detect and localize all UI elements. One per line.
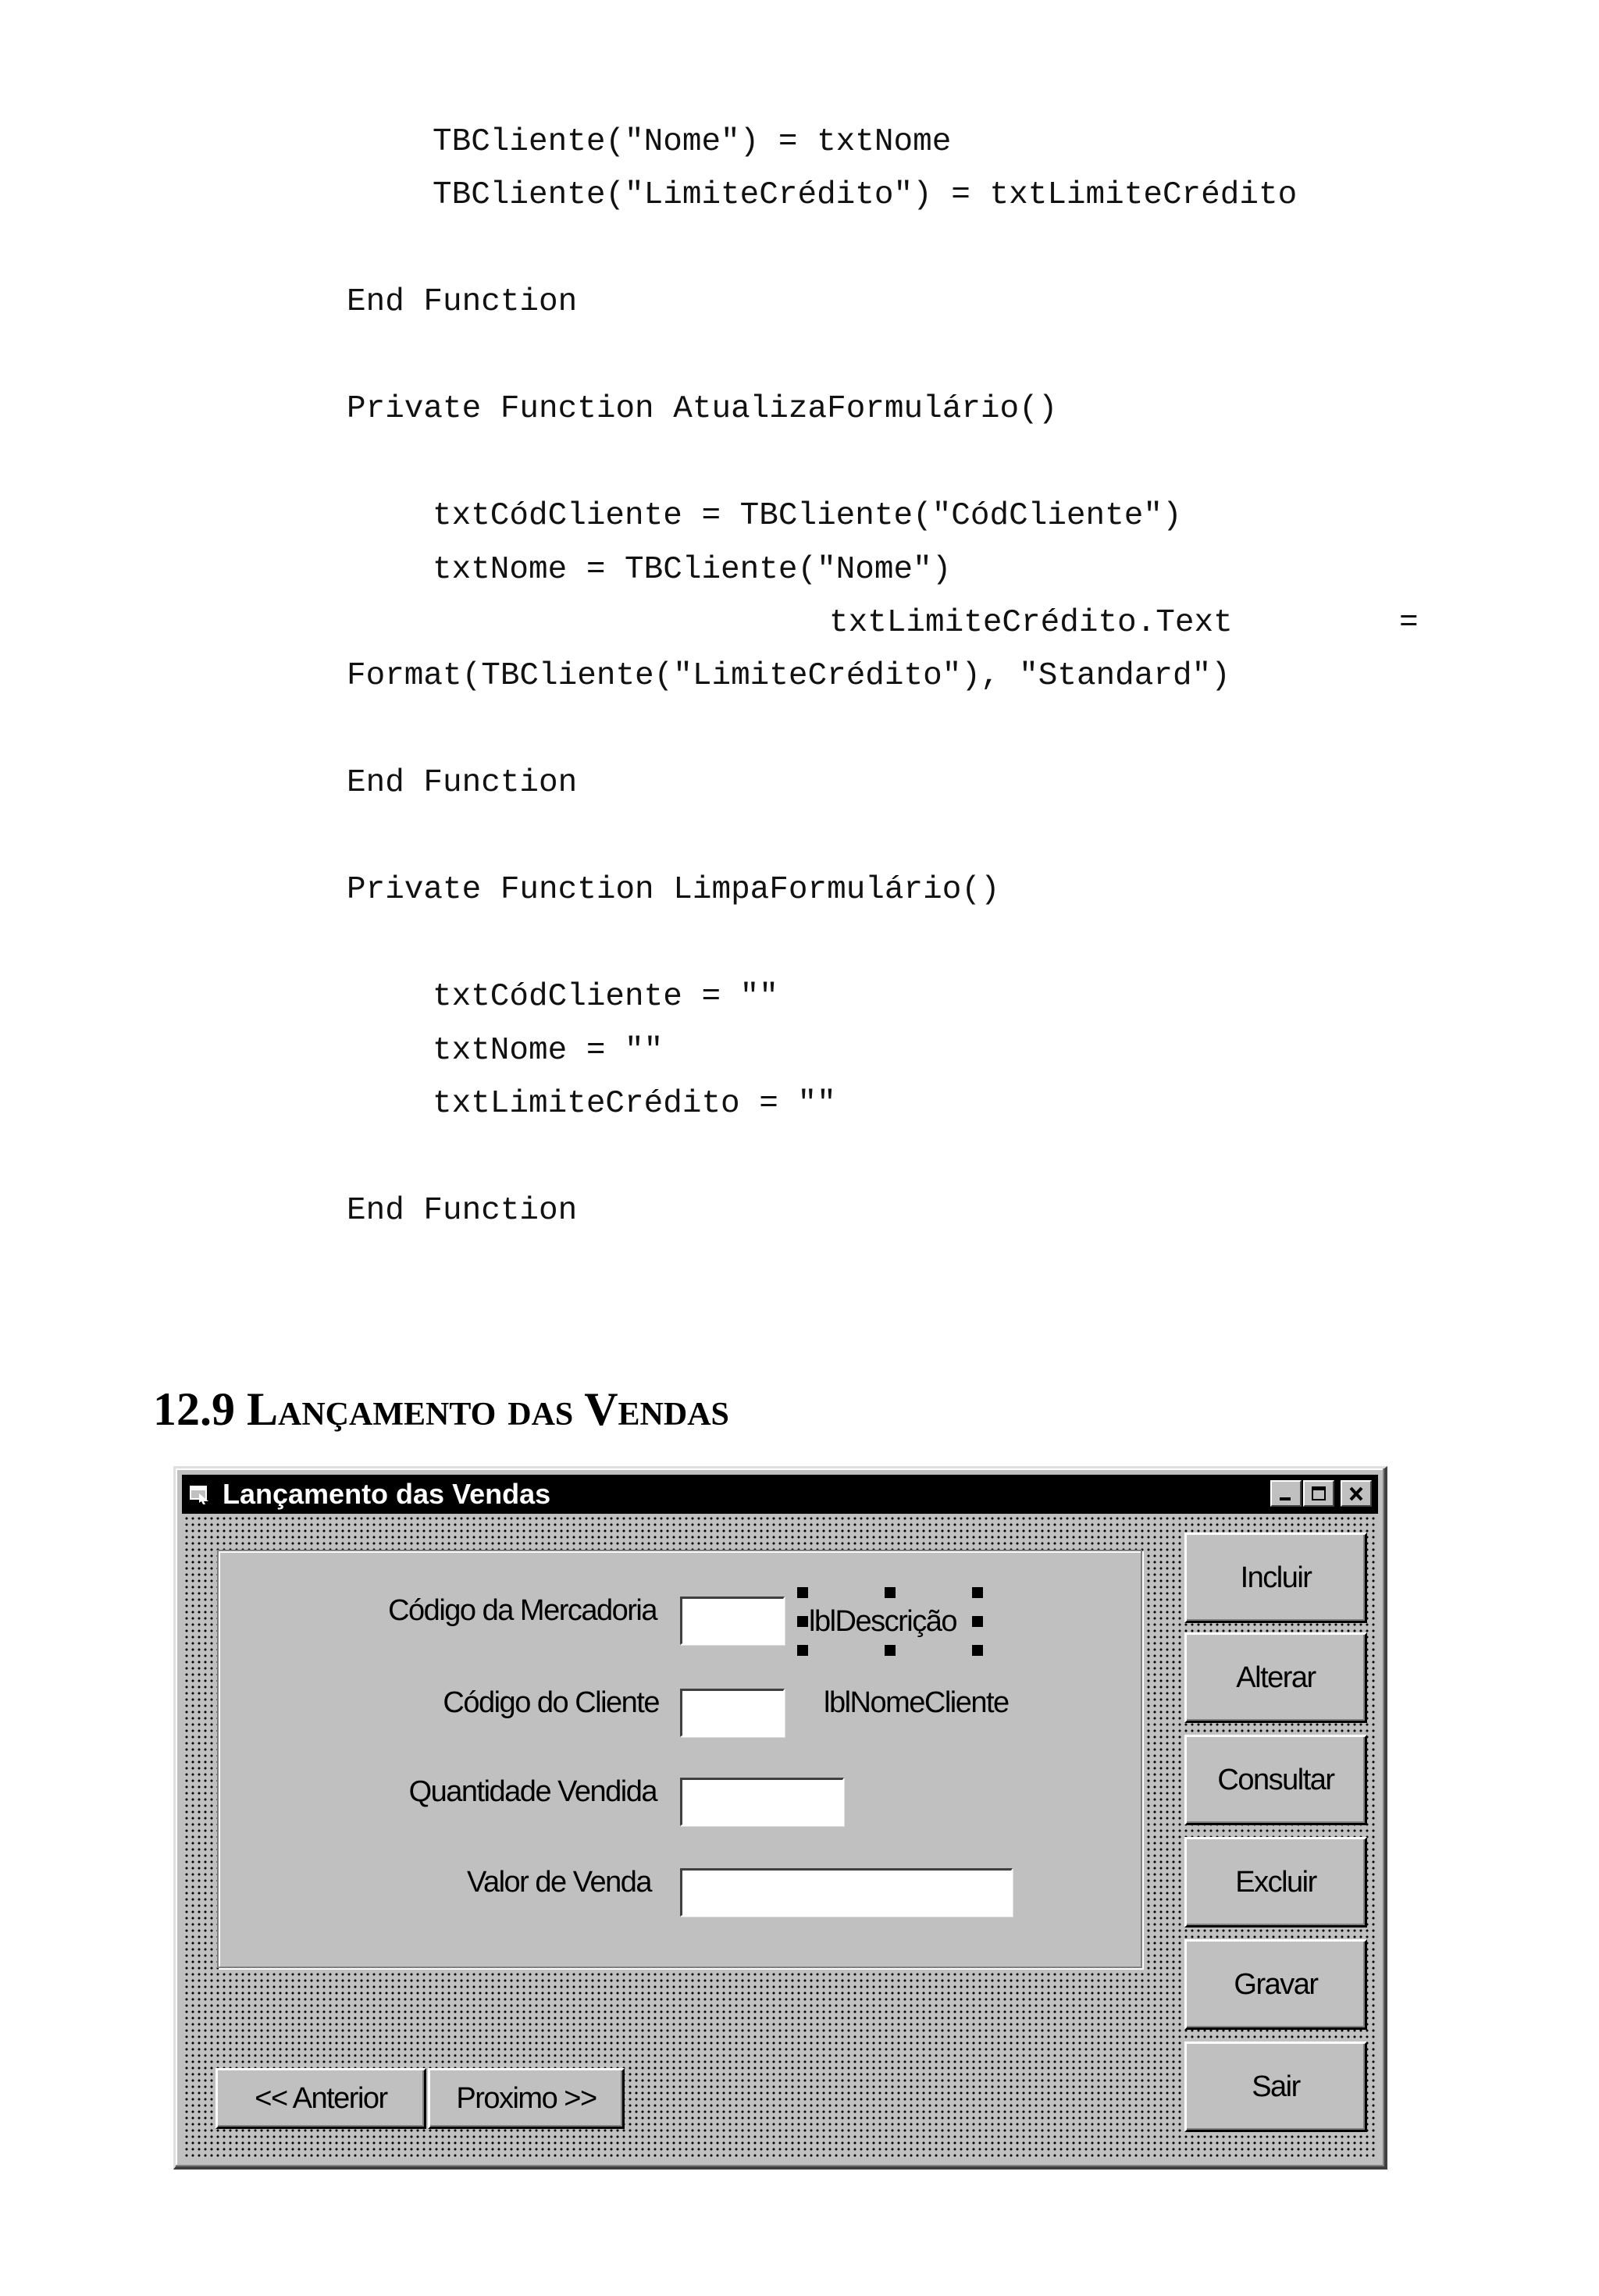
code-line: End Function <box>347 765 578 801</box>
code-line: = <box>1399 605 1419 641</box>
code-line: txtCódCliente = "" <box>433 979 778 1015</box>
quantidade-input[interactable] <box>680 1778 844 1826</box>
valor-input[interactable] <box>680 1868 1013 1917</box>
resize-handle[interactable] <box>797 1587 808 1598</box>
section-heading <box>153 1382 729 1436</box>
close-button[interactable] <box>1341 1480 1372 1507</box>
code-line: txtCódCliente = TBCliente("CódCliente") <box>433 498 1182 534</box>
code-line: Private Function AtualizaFormulário() <box>347 391 1058 427</box>
resize-handle[interactable] <box>885 1645 896 1656</box>
gravar-button[interactable]: Gravar <box>1184 1939 1367 2030</box>
code-line: txtNome = "" <box>433 1033 664 1069</box>
codigo-mercadoria-input[interactable] <box>680 1597 785 1645</box>
alterar-button[interactable]: Alterar <box>1184 1632 1367 1723</box>
code-line: Private Function LimpaFormulário() <box>347 872 1000 908</box>
proximo-button[interactable]: Proximo >> <box>428 2068 625 2129</box>
code-line: TBCliente("Nome") = txtNome <box>433 124 952 160</box>
close-icon <box>1347 1486 1366 1503</box>
sair-button[interactable]: Sair <box>1184 2041 1367 2132</box>
codigo-cliente-input[interactable] <box>680 1689 785 1737</box>
code-line: End Function <box>347 284 578 320</box>
quantidade-label: Quantidade Vendida <box>408 1775 657 1808</box>
codigo-mercadoria-label: Código da Mercadoria <box>388 1594 657 1627</box>
section-number: 12.9 <box>153 1383 235 1435</box>
code-line: Format(TBCliente("LimiteCrédito"), "Standard") <box>347 658 1230 694</box>
descricao-label[interactable]: lblDescrição <box>809 1605 956 1638</box>
code-line: End Function <box>347 1193 578 1229</box>
title-bar[interactable] <box>182 1475 1378 1514</box>
codigo-cliente-label: Código do Cliente <box>443 1686 659 1719</box>
valor-label: Valor de Venda <box>466 1866 651 1899</box>
form-icon <box>190 1484 210 1504</box>
form-window <box>173 1466 1387 2170</box>
code-line: txtNome = TBCliente("Nome") <box>433 552 952 588</box>
maximize-button[interactable] <box>1303 1480 1334 1507</box>
excluir-button[interactable]: Excluir <box>1184 1837 1367 1928</box>
code-line: txtLimiteCrédito = "" <box>433 1086 836 1122</box>
resize-handle[interactable] <box>972 1645 983 1656</box>
minimize-button[interactable] <box>1270 1480 1302 1507</box>
resize-handle[interactable] <box>797 1616 808 1627</box>
resize-handle[interactable] <box>885 1587 896 1598</box>
resize-handle[interactable] <box>972 1616 983 1627</box>
incluir-button[interactable]: Incluir <box>1184 1532 1367 1623</box>
consultar-button[interactable]: Consultar <box>1184 1735 1367 1825</box>
anterior-button[interactable]: << Anterior <box>215 2068 426 2129</box>
code-line: TBCliente("LimiteCrédito") = txtLimiteCrédito <box>433 177 1298 213</box>
resize-handle[interactable] <box>797 1645 808 1656</box>
window-controls <box>1270 1480 1372 1508</box>
section-title: Lançamento das Vendas <box>247 1383 729 1435</box>
nome-cliente-label[interactable]: lblNomeCliente <box>824 1686 1009 1719</box>
window-title: Lançamento das Vendas <box>223 1478 551 1510</box>
resize-handle[interactable] <box>972 1587 983 1598</box>
form-design-grid <box>182 1514 1378 2160</box>
maximize-icon <box>1309 1486 1328 1503</box>
minimize-icon <box>1277 1486 1295 1503</box>
data-frame <box>217 1550 1142 1968</box>
code-line: txtLimiteCrédito.Text <box>829 605 1233 641</box>
